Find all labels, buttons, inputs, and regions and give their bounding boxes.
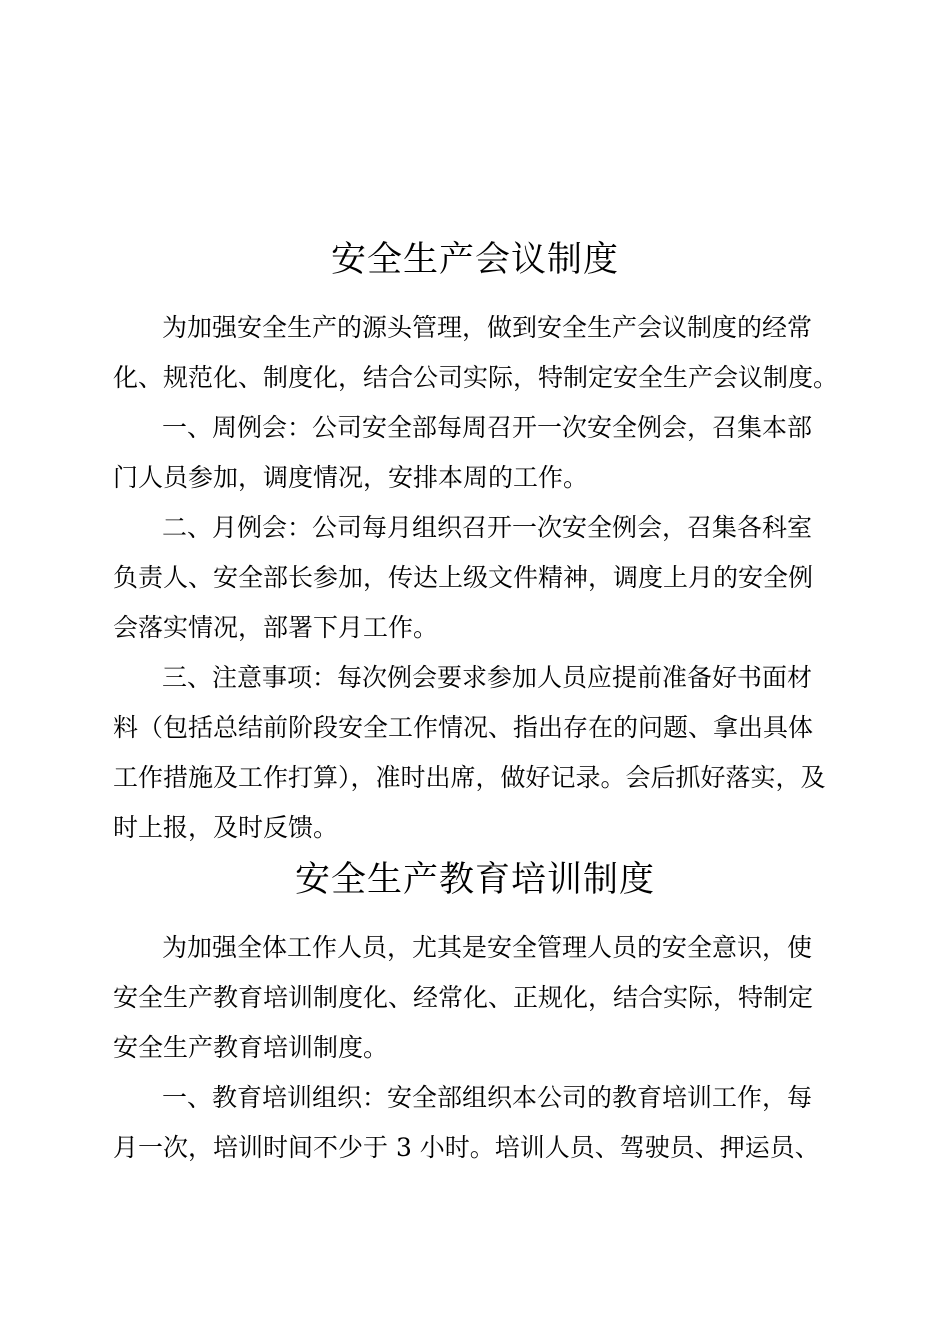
paragraph-line: 时上报，及时反馈。: [113, 813, 339, 842]
paragraph-line: 负责人、安全部长参加，传达上级文件精神，调度上月的安全例: [113, 563, 814, 592]
paragraph-line: 三、注意事项：每次例会要求参加人员应提前准备好书面材: [162, 663, 813, 692]
section-title-meeting: 安全生产会议制度: [330, 240, 619, 280]
paragraph-line: 工作措施及工作打算），准时出席，做好记录。会后抓好落实，及: [113, 763, 826, 792]
paragraph-line: 会落实情况，部署下月工作。: [113, 613, 439, 642]
paragraph-line: 为加强全体工作人员，尤其是安全管理人员的安全意识，使: [162, 933, 813, 962]
section-title-training: 安全生产教育培训制度: [294, 860, 655, 900]
paragraph-line: 安全生产教育培训制度。: [113, 1033, 389, 1062]
paragraph-line: 料（包括总结前阶段安全工作情况、指出存在的问题、拿出具体: [113, 713, 814, 742]
paragraph-line: 一、周例会：公司安全部每周召开一次安全例会，召集本部: [162, 413, 813, 442]
paragraph-line: 为加强安全生产的源头管理，做到安全生产会议制度的经常: [162, 313, 813, 342]
paragraph-line: 一、教育培训组织：安全部组织本公司的教育培训工作，每: [162, 1083, 813, 1112]
paragraph-line: 二、月例会：公司每月组织召开一次安全例会，召集各科室: [162, 513, 813, 542]
paragraph-line: 安全生产教育培训制度化、经常化、正规化，结合实际，特制定: [113, 983, 814, 1012]
paragraph-line: 月一次，培训时间不少于 3 小时。培训人员、驾驶员、押运员、: [113, 1133, 820, 1162]
paragraph-line: 门人员参加，调度情况，安排本周的工作。: [113, 463, 589, 492]
paragraph-line: 化、规范化、制度化，结合公司实际，特制定安全生产会议制度。: [113, 363, 839, 392]
